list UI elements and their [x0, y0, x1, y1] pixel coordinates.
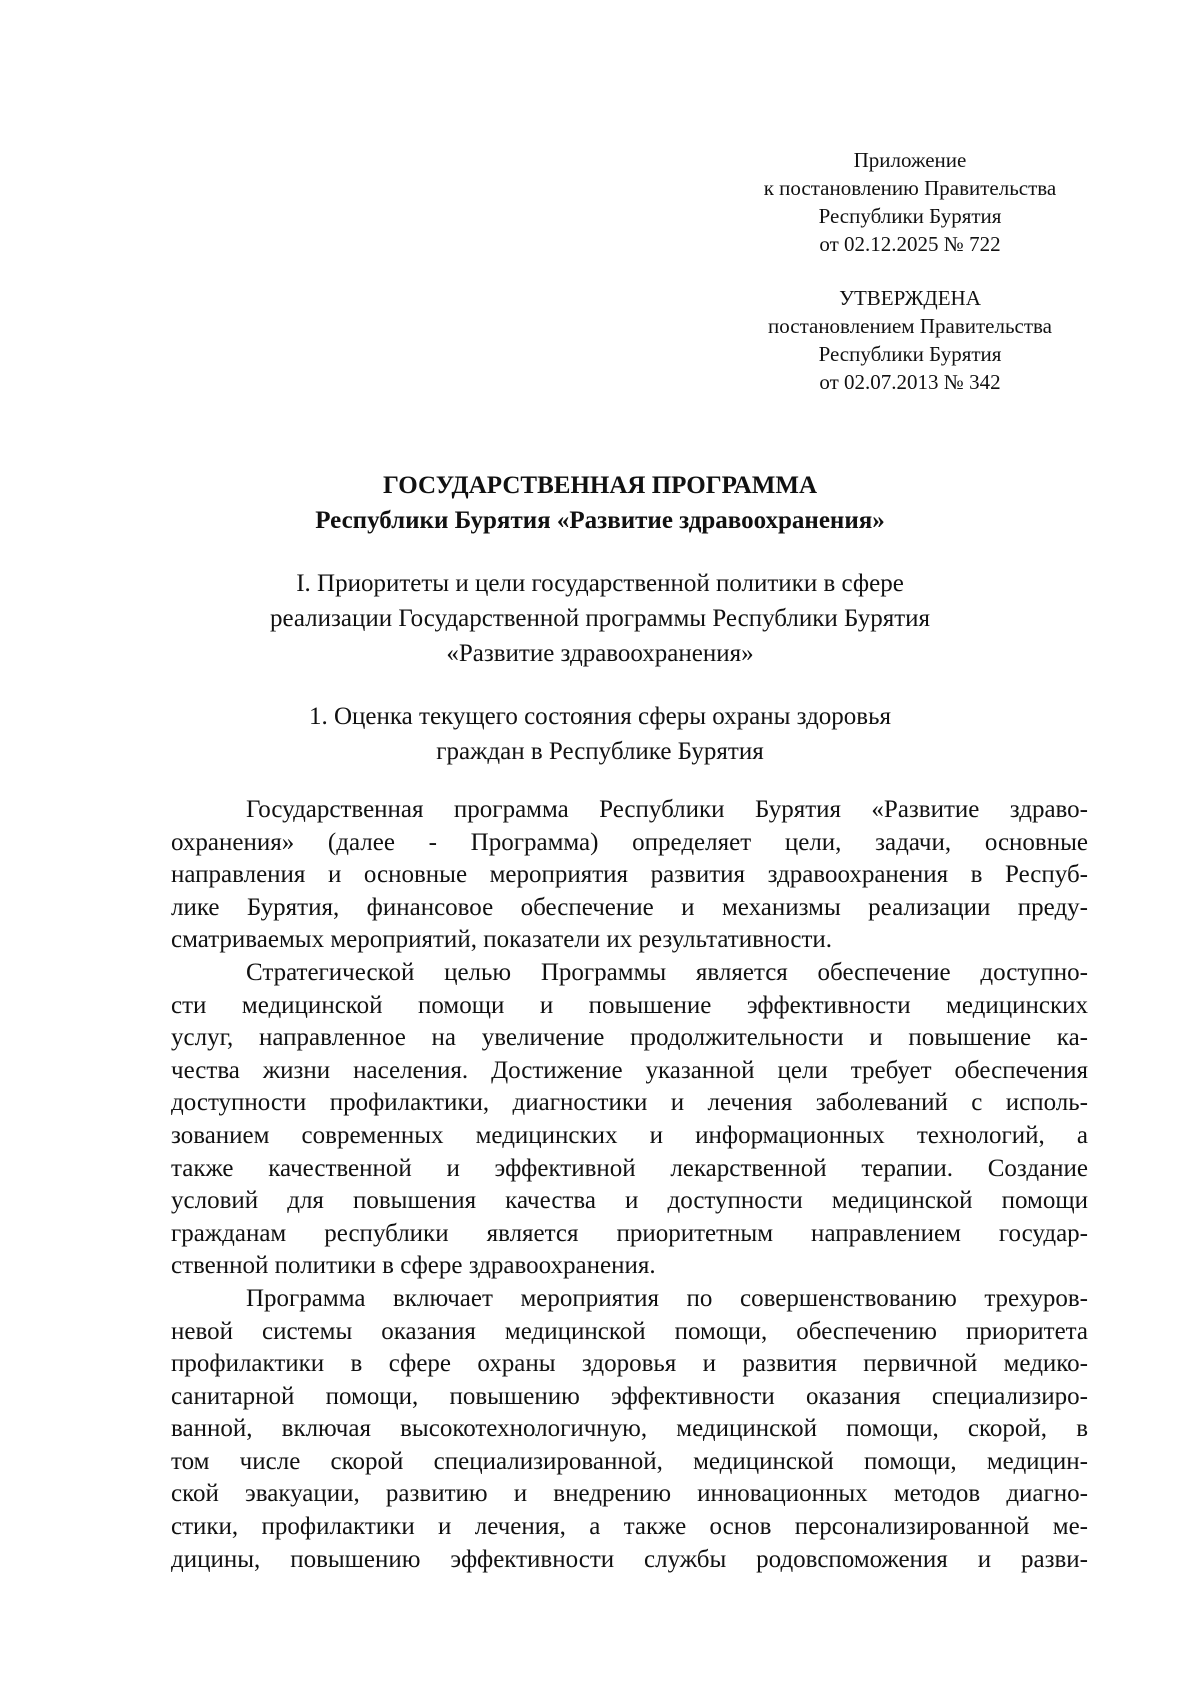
- approval-line: Республики Бурятия: [818, 342, 1002, 366]
- section-heading: [150, 566, 1050, 671]
- text-line: стики, профилактики и лечения, а также основ персонализированной ме-: [171, 1513, 1088, 1541]
- text-line: ской эвакуации, развитию и внедрению инновационных методов диагно-: [171, 1480, 1088, 1508]
- text-line: Государственная программа Республики Бурятия «Развитие здраво-: [246, 796, 1088, 823]
- text-line: охранения» (далее - Программа) определяет цели, задачи, основные: [171, 828, 1088, 856]
- text-line: сматриваемых мероприятий, показатели их результативности.: [171, 926, 833, 954]
- document-title: [150, 468, 1050, 538]
- title-line: Республики Бурятия «Развитие здравоохранения»: [315, 507, 885, 534]
- text-line: ственной политики в сфере здравоохранения.: [171, 1252, 656, 1280]
- appendix-line: Республики Бурятия: [818, 204, 1002, 228]
- text-line: Программа включает мероприятия по совершенствованию трехуров-: [246, 1284, 1088, 1312]
- approval-line: от 02.07.2013 № 342: [819, 370, 1001, 394]
- section-heading-line: «Развитие здравоохранения»: [446, 640, 754, 667]
- text-line: чества жизни населения. Достижение указанной цели требует обеспечения: [171, 1056, 1088, 1084]
- title-line: ГОСУДАРСТВЕННАЯ ПРОГРАММА: [382, 472, 818, 499]
- text-line: лике Бурятия, финансовое обеспечение и механизмы реализации преду-: [171, 893, 1088, 921]
- paragraph: [171, 794, 1088, 957]
- text-line: также качественной и эффективной лекарственной терапии. Создание: [171, 1154, 1088, 1182]
- text-line: том числе скорой специализированной, медицинской помощи, медицин-: [171, 1447, 1088, 1475]
- body-text: [171, 794, 1088, 1576]
- appendix-line: к постановлению Правительства: [763, 176, 1057, 200]
- text-line: ванной, включая высокотехнологичную, медицинской помощи, скорой, в: [171, 1415, 1088, 1443]
- appendix-line: от 02.12.2025 № 722: [819, 232, 1001, 256]
- text-line: сти медицинской помощи и повышение эффективности медицинских: [171, 991, 1088, 1019]
- text-line: невой системы оказания медицинской помощи, обеспечению приоритета: [171, 1317, 1088, 1345]
- text-line: санитарной помощи, повышению эффективности оказания специализиро-: [171, 1382, 1088, 1410]
- text-line: условий для повышения качества и доступности медицинской помощи: [171, 1187, 1088, 1215]
- text-line: дицины, повышению эффективности службы родовспоможения и разви-: [171, 1545, 1088, 1573]
- subsection-heading-line: 1. Оценка текущего состояния сферы охраны здоровья: [309, 703, 891, 730]
- subsection-heading: [150, 699, 1050, 769]
- approval-line: постановлением Правительства: [767, 314, 1052, 338]
- text-line: зованием современных медицинских и информационных технологий, а: [171, 1121, 1088, 1149]
- approval-line: УТВЕРЖДЕНА: [839, 286, 981, 310]
- text-line: доступности профилактики, диагностики и лечения заболеваний с исполь-: [171, 1089, 1088, 1117]
- section-heading-line: реализации Государственной программы Республики Бурятия: [269, 605, 931, 632]
- appendix-line: Приложение: [853, 148, 967, 172]
- text-line: Стратегической целью Программы является обеспечение доступно-: [246, 958, 1088, 986]
- text-line: профилактики в сфере охраны здоровья и развития первичной медико-: [171, 1350, 1088, 1378]
- paragraph: [171, 957, 1088, 1283]
- section-heading-line: I. Приоритеты и цели государственной политики в сфере: [296, 570, 904, 597]
- text-line: гражданам республики является приоритетным направлением государ-: [171, 1219, 1088, 1247]
- text-line: направления и основные мероприятия развития здравоохранения в Респуб-: [171, 861, 1088, 889]
- paragraph: [171, 1283, 1088, 1576]
- subsection-heading-line: граждан в Республике Бурятия: [436, 738, 764, 765]
- approval-note: [730, 284, 1090, 396]
- text-line: услуг, направленное на увеличение продолжительности и повышение ка-: [171, 1024, 1088, 1052]
- appendix-note: [730, 146, 1090, 258]
